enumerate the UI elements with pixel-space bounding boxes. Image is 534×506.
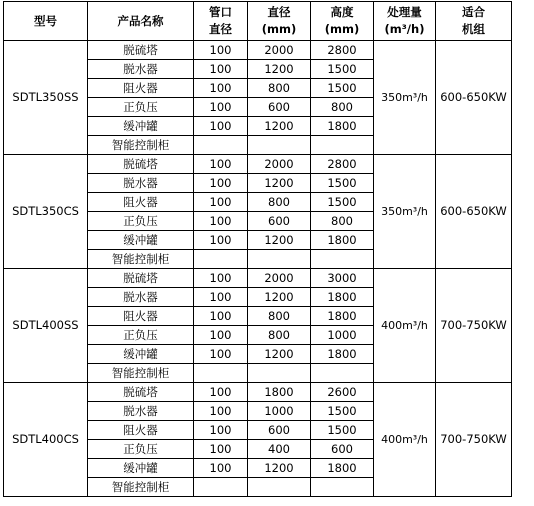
pipe-cell: 100 — [194, 421, 248, 440]
product-cell: 脱水器 — [88, 60, 194, 79]
pipe-cell: 100 — [194, 155, 248, 174]
table-body — [4, 41, 512, 497]
diameter-cell: 1200 — [248, 345, 311, 364]
model-cell: SDTL350CS — [4, 155, 88, 269]
product-cell: 脱硫塔 — [88, 269, 194, 288]
height-cell: 800 — [311, 212, 374, 231]
pipe-cell: 100 — [194, 402, 248, 421]
product-cell: 正负压 — [88, 212, 194, 231]
diameter-cell: 800 — [248, 79, 311, 98]
height-cell: 1800 — [311, 231, 374, 250]
product-cell: 智能控制柜 — [88, 136, 194, 155]
height-cell: 2800 — [311, 155, 374, 174]
product-cell: 脱硫塔 — [88, 41, 194, 60]
capacity-cell: 350m³/h — [374, 155, 436, 269]
product-cell: 缓冲罐 — [88, 231, 194, 250]
diameter-cell: 2000 — [248, 269, 311, 288]
header-model: 型号 — [4, 2, 88, 41]
diameter-cell: 1200 — [248, 459, 311, 478]
height-cell: 2600 — [311, 383, 374, 402]
height-cell: 2800 — [311, 41, 374, 60]
height-cell: 1800 — [311, 345, 374, 364]
product-cell: 脱水器 — [88, 402, 194, 421]
diameter-cell: 800 — [248, 193, 311, 212]
model-cell: SDTL400CS — [4, 383, 88, 497]
diameter-cell — [248, 478, 311, 497]
height-cell — [311, 250, 374, 269]
model-cell: SDTL400SS — [4, 269, 88, 383]
height-cell: 1800 — [311, 288, 374, 307]
height-cell: 800 — [311, 98, 374, 117]
header-diameter: 直径 (mm) — [248, 2, 311, 41]
diameter-cell — [248, 364, 311, 383]
height-cell: 1800 — [311, 307, 374, 326]
height-cell: 1500 — [311, 79, 374, 98]
height-cell — [311, 364, 374, 383]
height-cell — [311, 136, 374, 155]
diameter-cell — [248, 250, 311, 269]
pipe-cell: 100 — [194, 117, 248, 136]
pipe-cell — [194, 136, 248, 155]
table-row — [4, 383, 512, 402]
table-row — [4, 269, 512, 288]
height-cell: 1500 — [311, 421, 374, 440]
product-cell: 智能控制柜 — [88, 478, 194, 497]
product-cell: 智能控制柜 — [88, 364, 194, 383]
product-cell: 脱硫塔 — [88, 155, 194, 174]
diameter-cell: 1800 — [248, 383, 311, 402]
pipe-cell — [194, 364, 248, 383]
pipe-cell: 100 — [194, 326, 248, 345]
pipe-cell: 100 — [194, 231, 248, 250]
diameter-cell: 800 — [248, 326, 311, 345]
product-cell: 缓冲罐 — [88, 117, 194, 136]
product-cell: 阻火器 — [88, 421, 194, 440]
diameter-cell: 600 — [248, 212, 311, 231]
height-cell: 1500 — [311, 60, 374, 79]
diameter-cell: 1200 — [248, 117, 311, 136]
pipe-cell: 100 — [194, 440, 248, 459]
product-cell: 脱水器 — [88, 288, 194, 307]
pipe-cell — [194, 250, 248, 269]
height-cell — [311, 478, 374, 497]
product-cell: 阻火器 — [88, 193, 194, 212]
pipe-cell: 100 — [194, 269, 248, 288]
pipe-cell: 100 — [194, 79, 248, 98]
height-cell: 3000 — [311, 269, 374, 288]
unit-cell: 700-750KW — [436, 383, 512, 497]
pipe-cell: 100 — [194, 383, 248, 402]
pipe-cell: 100 — [194, 60, 248, 79]
capacity-cell: 400m³/h — [374, 269, 436, 383]
diameter-cell: 600 — [248, 98, 311, 117]
product-cell: 正负压 — [88, 326, 194, 345]
pipe-cell: 100 — [194, 459, 248, 478]
product-cell: 脱水器 — [88, 174, 194, 193]
product-cell: 正负压 — [88, 440, 194, 459]
unit-cell: 700-750KW — [436, 269, 512, 383]
pipe-cell — [194, 478, 248, 497]
capacity-cell: 400m³/h — [374, 383, 436, 497]
header-capacity: 处理量 (m³/h) — [374, 2, 436, 41]
pipe-cell: 100 — [194, 288, 248, 307]
diameter-cell: 600 — [248, 421, 311, 440]
pipe-cell: 100 — [194, 98, 248, 117]
product-cell: 阻火器 — [88, 307, 194, 326]
pipe-cell: 100 — [194, 307, 248, 326]
header-row — [4, 2, 512, 41]
product-cell: 脱硫塔 — [88, 383, 194, 402]
diameter-cell: 1200 — [248, 231, 311, 250]
product-cell: 缓冲罐 — [88, 459, 194, 478]
diameter-cell: 2000 — [248, 155, 311, 174]
height-cell: 1800 — [311, 459, 374, 478]
diameter-cell: 400 — [248, 440, 311, 459]
product-cell: 缓冲罐 — [88, 345, 194, 364]
model-cell: SDTL350SS — [4, 41, 88, 155]
diameter-cell: 2000 — [248, 41, 311, 60]
diameter-cell: 1200 — [248, 288, 311, 307]
unit-cell: 600-650KW — [436, 155, 512, 269]
product-cell: 阻火器 — [88, 79, 194, 98]
product-cell: 智能控制柜 — [88, 250, 194, 269]
unit-cell: 600-650KW — [436, 41, 512, 155]
height-cell: 1000 — [311, 326, 374, 345]
product-spec-table — [3, 1, 512, 497]
diameter-cell — [248, 136, 311, 155]
height-cell: 1800 — [311, 117, 374, 136]
pipe-cell: 100 — [194, 212, 248, 231]
pipe-cell: 100 — [194, 345, 248, 364]
pipe-cell: 100 — [194, 174, 248, 193]
capacity-cell: 350m³/h — [374, 41, 436, 155]
table-row — [4, 155, 512, 174]
pipe-cell: 100 — [194, 41, 248, 60]
height-cell: 600 — [311, 440, 374, 459]
spec-table-container — [3, 1, 512, 497]
product-cell: 正负压 — [88, 98, 194, 117]
height-cell: 1500 — [311, 174, 374, 193]
diameter-cell: 1200 — [248, 60, 311, 79]
diameter-cell: 1000 — [248, 402, 311, 421]
diameter-cell: 800 — [248, 307, 311, 326]
header-unit: 适合 机组 — [436, 2, 512, 41]
pipe-cell: 100 — [194, 193, 248, 212]
height-cell: 1500 — [311, 193, 374, 212]
header-height: 高度 (mm) — [311, 2, 374, 41]
height-cell: 1500 — [311, 402, 374, 421]
header-product: 产品名称 — [88, 2, 194, 41]
table-row — [4, 41, 512, 60]
diameter-cell: 1200 — [248, 174, 311, 193]
header-pipe: 管口 直径 — [194, 2, 248, 41]
